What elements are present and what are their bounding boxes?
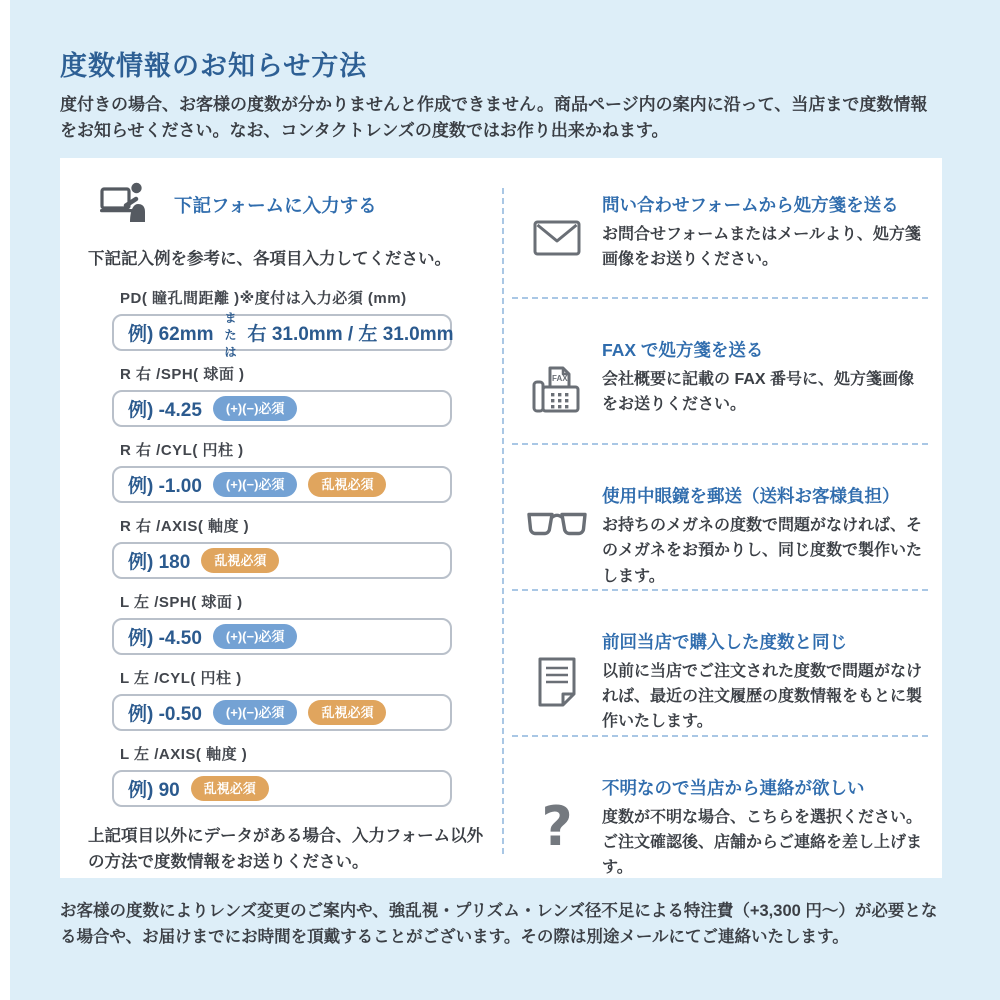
field-label: R 右 /SPH( 球面 ): [120, 366, 245, 383]
field-example-value: 例) -0.50: [128, 704, 202, 725]
badge-plus-minus: (+)(−)必須: [213, 624, 298, 649]
field-example-value: 例) 180: [128, 552, 191, 573]
page-title: 度数情報のお知らせ方法: [60, 51, 368, 81]
method-title: 前回当店で購入した度数と同じ: [602, 631, 847, 652]
badge-plus-minus: (+)(−)必須: [213, 700, 298, 725]
field-example-box: [112, 694, 452, 731]
field-example-box: [112, 542, 452, 579]
form-field-list: [112, 287, 502, 807]
form-section-header: [100, 182, 502, 227]
method-title: 使用中眼鏡を郵送（送料お客様負担）: [602, 486, 900, 506]
method-body: 以前に当店でご注文された度数で問題がなければ、最近の注文履歴の度数情報をもとに製作いたします。: [602, 662, 923, 731]
field-example-value: 例) -4.50: [128, 628, 202, 649]
field-label: R 右 /CYL( 円柱 ): [120, 442, 244, 459]
document-icon: [512, 629, 602, 735]
field-label: L 左 /SPH( 球面 ): [120, 594, 243, 611]
badge-astigmatism: 乱視必須: [201, 548, 279, 573]
field-example-box: [112, 770, 452, 807]
field-example-value: 例) 62mm: [128, 324, 214, 345]
method-body: お問合せフォームまたはメールより、処方箋画像をお送りください。: [602, 226, 921, 269]
method-text: [602, 337, 928, 443]
info-card: [60, 158, 942, 878]
form-example-column: [60, 158, 502, 876]
method-body: 会社概要に記載の FAX 番号に、処方箋画像をお送りください。: [602, 371, 915, 414]
badge-astigmatism: 乱視必須: [308, 472, 386, 497]
svg-text:FAX: FAX: [552, 374, 568, 383]
field-example-value-extra: 右 31.0mm / 左 31.0mm: [247, 324, 454, 345]
form-instruction: 下記記入例を参考に、各項目入力してください。: [88, 250, 451, 268]
presenter-laptop-icon: [100, 182, 148, 227]
column-divider: [502, 188, 504, 854]
badge-astigmatism: 乱視必須: [191, 776, 269, 801]
badge-plus-minus: (+)(−)必須: [213, 396, 298, 421]
method-text: [602, 483, 928, 589]
method-body: 度数が不明な場合、こちらを選択ください。ご注文確認後、店舗からご連絡を差し上げます。: [602, 808, 923, 877]
field-label: R 右 /AXIS( 軸度 ): [120, 518, 250, 535]
method-body: お持ちのメガネの度数で問題がなければ、そのメガネをお預かりし、同じ度数で製作いたします。: [602, 517, 923, 585]
field-example-box: [112, 466, 452, 503]
method-section: [512, 737, 928, 881]
field-label: PD( 瞳孔間距離 )※度付は入力必須 (mm): [120, 290, 407, 307]
page-left-margin: [0, 0, 10, 1000]
method-title: 不明なので当店から連絡が欲しい: [602, 777, 865, 798]
method-text: [602, 192, 928, 297]
method-section: [512, 591, 928, 737]
method-section: [512, 188, 928, 299]
method-list: [512, 188, 928, 880]
footer-note: お客様の度数によりレンズ変更のご案内や、強乱視・プリズム・レンズ径不足による特注費（+3,300 円～）が必要となる場合や、お届けまでにお時間を頂戴することがございます。その際は別途メールにてご連絡いたします。: [60, 902, 938, 947]
method-text: [602, 629, 928, 735]
badge-plus-minus: (+)(−)必須: [213, 472, 298, 497]
field-example-value: 例) -1.00: [128, 476, 202, 497]
envelope-icon: [512, 192, 602, 297]
fax-icon: [512, 337, 602, 443]
field-example-value: 例) -4.25: [128, 400, 202, 421]
form-note: 上記項目以外にデータがある場合、入力フォーム以外の方法で度数情報をお送りください。: [88, 827, 484, 872]
field-example-box: [112, 390, 452, 427]
method-title: 問い合わせフォームから処方箋を送る: [602, 195, 899, 215]
field-example-value: 例) 90: [128, 780, 180, 801]
field-label: L 左 /CYL( 円柱 ): [120, 670, 242, 687]
form-section-title: 下記フォームに入力する: [174, 194, 377, 216]
field-example-connector: または: [224, 310, 237, 359]
question-icon: ?: [541, 794, 573, 858]
method-text: [602, 775, 928, 881]
field-example-box: [112, 618, 452, 655]
method-section: [512, 299, 928, 445]
badge-astigmatism: 乱視必須: [308, 700, 386, 725]
field-example-box: [112, 310, 454, 359]
method-title: FAX で処方箋を送る: [602, 340, 764, 360]
field-label: L 左 /AXIS( 軸度 ): [120, 746, 248, 763]
intro-text: 度付きの場合、お客様の度数が分かりませんと作成できません。商品ページ内の案内に沿って、当店まで度数情報をお知らせください。なお、コンタクトレンズの度数ではお作り出来かねます。: [60, 95, 928, 141]
glasses-icon: [512, 483, 602, 589]
method-section: [512, 445, 928, 591]
